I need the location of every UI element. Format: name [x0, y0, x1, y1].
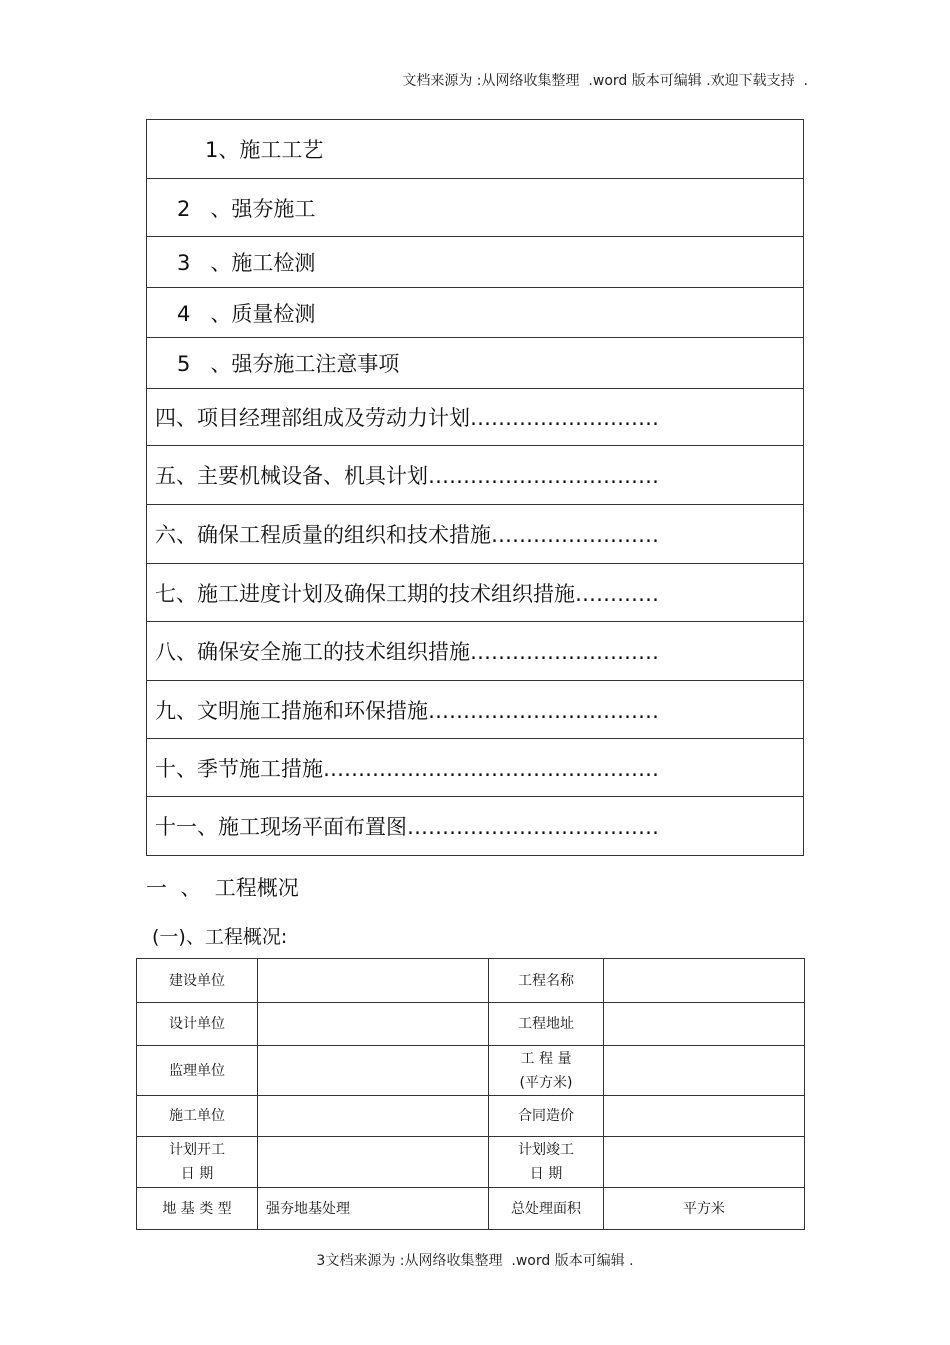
section-heading: 一 、 工程概况: [146, 876, 299, 900]
label-cell: 工程名称: [489, 959, 604, 1003]
value-cell: [258, 1046, 489, 1096]
page-footer: 3文档来源为 :从网络收集整理 .word 版本可编辑 .: [316, 1253, 634, 1269]
label-cell: 工程地址: [489, 1003, 604, 1046]
toc-item: 5 、强夯施工注意事项: [147, 338, 804, 389]
toc-item: 十、季节施工措施…………………………………………: [147, 739, 804, 797]
label-line: 计划竣工: [518, 1142, 574, 1158]
label-cell: 监理单位: [137, 1046, 258, 1096]
table-row: [137, 1137, 805, 1188]
value-cell: [604, 1096, 805, 1137]
value-cell: [258, 1137, 489, 1188]
value-cell: [604, 1046, 805, 1096]
toc-item: 1、施工工艺: [147, 120, 804, 179]
label-cell: [137, 1137, 258, 1188]
toc-item: 八、确保安全施工的技术组织措施………………………: [147, 622, 804, 681]
toc-item: 四、项目经理部组成及劳动力计划………………………: [147, 389, 804, 446]
label-cell: [489, 1137, 604, 1188]
toc-item: 七、施工进度计划及确保工期的技术组织措施…………: [147, 564, 804, 622]
section-subheading: (一)、工程概况:: [152, 926, 288, 948]
toc-item: 2 、强夯施工: [147, 179, 804, 237]
table-row: [137, 1046, 805, 1096]
label-line: 日 期: [180, 1166, 214, 1182]
table-of-contents: [146, 119, 804, 856]
label-cell: 总处理面积: [489, 1188, 604, 1230]
label-cell: 地 基 类 型: [137, 1188, 258, 1230]
label-line: 日 期: [529, 1166, 563, 1182]
project-info-table: [136, 958, 805, 1230]
page-header: 文档来源为 :从网络收集整理 .word 版本可编辑 .欢迎下载支持 .: [402, 73, 808, 89]
value-cell: [258, 959, 489, 1003]
toc-item: 4 、质量检测: [147, 288, 804, 338]
label-cell: 建设单位: [137, 959, 258, 1003]
toc-item: 六、确保工程质量的组织和技术措施……………………: [147, 505, 804, 564]
label-line: (平方米): [519, 1074, 573, 1091]
toc-item: 九、文明施工措施和环保措施……………………………: [147, 681, 804, 739]
value-cell: [258, 1096, 489, 1137]
label-line: 工 程 量: [520, 1050, 572, 1067]
table-row: [137, 1096, 805, 1137]
label-line: 计划开工: [169, 1142, 225, 1158]
table-row: [137, 959, 805, 1003]
label-cell: 设计单位: [137, 1003, 258, 1046]
value-cell: [604, 1137, 805, 1188]
toc-item: 十一、施工现场平面布置图………………………………: [147, 797, 804, 856]
value-cell: [604, 959, 805, 1003]
table-row: [137, 1003, 805, 1046]
toc-item: 3 、施工检测: [147, 237, 804, 288]
value-cell: [604, 1003, 805, 1046]
value-cell: 平方米: [604, 1188, 805, 1230]
label-cell: 合同造价: [489, 1096, 604, 1137]
value-cell: 强夯地基处理: [258, 1188, 489, 1230]
label-cell: [489, 1046, 604, 1096]
toc-item: 五、主要机械设备、机具计划……………………………: [147, 446, 804, 505]
value-cell: [258, 1003, 489, 1046]
table-row: [137, 1188, 805, 1230]
label-cell: 施工单位: [137, 1096, 258, 1137]
